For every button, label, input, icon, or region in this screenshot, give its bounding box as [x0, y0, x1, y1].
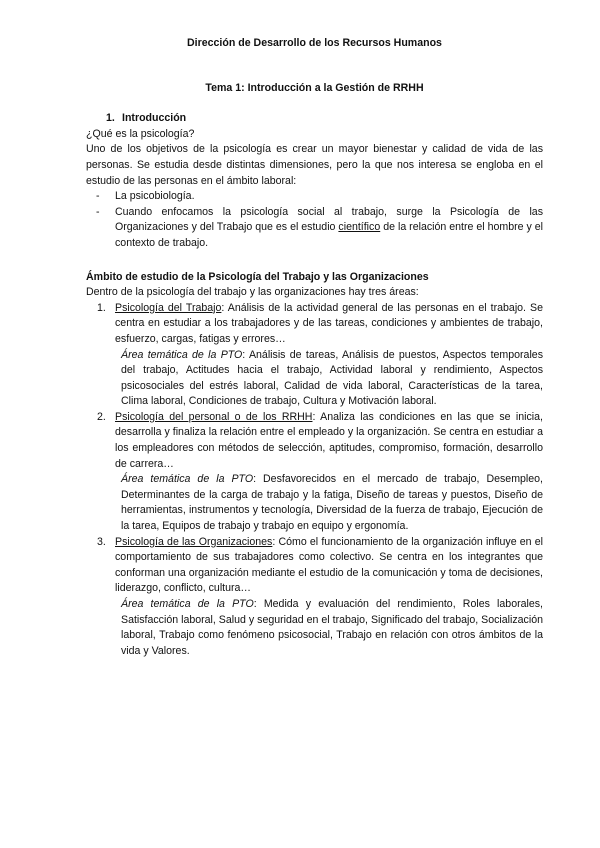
section-heading-introduccion	[86, 111, 543, 127]
section-number: 1.	[106, 112, 115, 125]
pto-label: Área temática de la PTO	[121, 473, 254, 486]
area-item	[97, 410, 543, 535]
area-number: 2.	[97, 410, 106, 423]
underlined-word: científico	[338, 221, 381, 234]
area-description-text: : Cómo el funcionamiento de la organización influye en el comportamiento de sus trabajadores como colectivo. Se centra en los integrantes que conforman una organización mediante el estudio de la comunicación y toma de decisiones, liderazgo, conflicto, cultura…	[115, 535, 543, 595]
area-description	[97, 410, 543, 472]
area-title: Psicología del Trabajo	[115, 301, 222, 314]
area-description	[97, 301, 543, 348]
area-description-text: : Análisis de la actividad general de las personas en el trabajo. Se centra en estudiar a los trabajadores y de las tareas, condiciones y ambientes de trabajo, esfuerzo, cargas, fatigas y errores…	[115, 301, 543, 345]
tema-title: Tema 1: Introducción a la Gestión de RRHH	[205, 81, 424, 94]
area-description-text: : Analiza las condiciones en las que se inicia, desarrolla y finaliza la relación entre el empleado y la organización. Se centra en estudiar a los empleadores con métodos de selección, aptitudes, compromiso, formación, desarrollo de carrera…	[115, 410, 543, 470]
list-item	[115, 189, 543, 205]
areas-list	[86, 301, 543, 660]
bullet-text-before: Cuando enfocamos la psicología social al trabajo, surge la Psicología de las Organizaciones y del Trabajo que es el estudio	[115, 205, 543, 234]
pto-label: Área temática de la PTO	[121, 598, 254, 610]
area-pto	[115, 472, 543, 534]
area-title: Psicología del personal o de los RRHH	[115, 410, 313, 423]
pto-text: : Análisis de tareas, Análisis de puestos, Aspectos temporales del trabajo, Actitudes hacia el trabajo, Actividad laboral y rendimiento, Aspectos psicosociales del estrés laboral, Calidad de vida laboral, Características de la tarea, Clima laboral, Condiciones de trabajo, Cultura y Motivación laboral.	[121, 348, 543, 408]
list-item	[115, 205, 543, 252]
intro-question: ¿Qué es la psicología?	[86, 127, 195, 140]
intro-bullet-list	[86, 189, 543, 251]
intro-paragraph: Uno de los objetivos de la psicología es crear un mayor bienestar y calidad de vida de las personas. Se estudia desde distintas dimensiones, pero la que nos interesa se engloba en el estudio de las personas en el ámbito laboral:	[86, 143, 543, 187]
document-header-title: Dirección de Desarrollo de los Recursos Humanos	[187, 37, 442, 49]
section-heading-text: Introducción	[122, 112, 187, 125]
pto-text: : Medida y evaluación del rendimiento, Roles laborales, Satisfacción laboral, Salud y seguridad en el trabajo, Significado del trabajo, Socialización laboral, Trabajo como fenómeno psicosocial, Trabajo en relación con otros ámbitos de la vida y Valores.	[121, 598, 543, 657]
bullet-text-after: de la relación entre el hombre y el contexto de trabajo.	[115, 221, 543, 249]
area-item	[97, 301, 543, 410]
area-pto	[115, 348, 543, 410]
area-item	[97, 535, 543, 660]
pto-text: : Desfavorecidos en el mercado de trabajo, Desempleo, Determinantes de la carga de trabajo y la fatiga, Diseño de tareas y puestos, Diseño de herramientas, instrumentos y tecnología, Diversidad de la fuerza de trabajo, Ejecución de la tarea, Equipos de trabajo y trabajo en equipo y ergonomía.	[121, 473, 543, 533]
bullet-text: La psicobiología.	[115, 190, 195, 203]
ambito-heading: Ámbito de estudio de la Psicología del Trabajo y las Organizaciones	[86, 270, 429, 283]
area-title: Psicología de las Organizaciones	[115, 535, 273, 548]
area-pto	[115, 597, 543, 659]
area-number: 1.	[97, 301, 106, 314]
pto-label: Área temática de la PTO	[121, 348, 243, 361]
area-description	[97, 535, 543, 597]
ambito-intro: Dentro de la psicología del trabajo y las organizaciones hay tres áreas:	[86, 286, 419, 299]
area-number: 3.	[97, 535, 106, 548]
